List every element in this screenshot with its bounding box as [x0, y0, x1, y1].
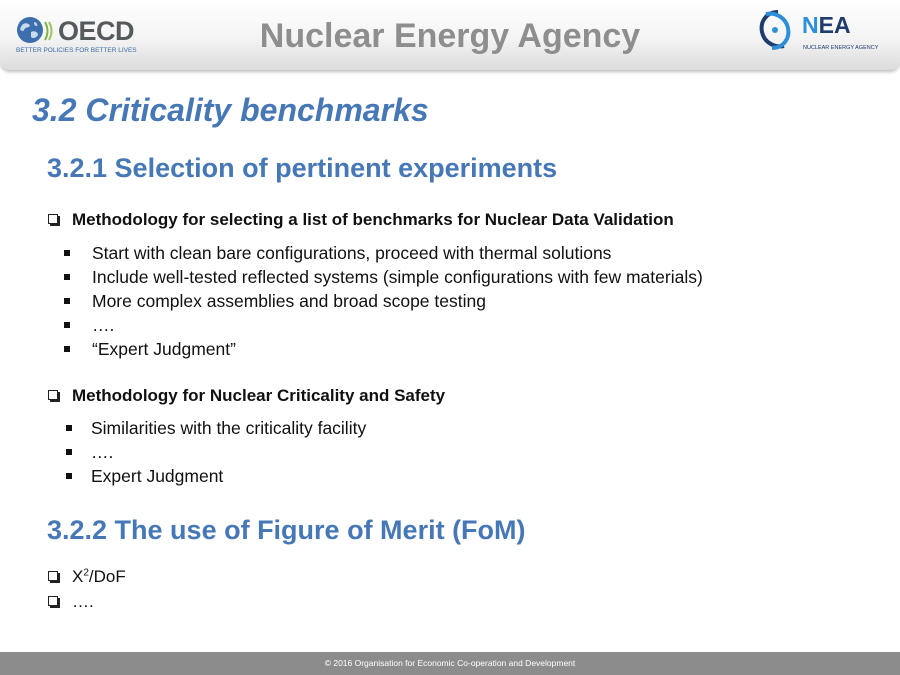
footer-bar [0, 652, 900, 675]
fom-rest: /DoF [88, 567, 126, 586]
list-item [64, 241, 703, 265]
square-bullet-icon [64, 298, 70, 304]
list-item-text: Start with clean bare configurations, proceed with thermal solutions [92, 243, 612, 263]
square-bullet-icon [66, 473, 72, 479]
square-bullet-icon [64, 274, 70, 280]
header-title: Nuclear Energy Agency [259, 17, 641, 55]
oecd-tagline: BETTER POLICIES FOR BETTER LIVES [16, 47, 137, 54]
methodology-list-safety [64, 416, 366, 488]
checkbox-bullet-icon [48, 571, 58, 581]
list-item-text: Expert Judgment [91, 466, 224, 486]
section-title-figure-of-merit: 3.2.2 The use of Figure of Merit (FoM) [47, 515, 526, 545]
square-bullet-icon [66, 449, 72, 455]
list-item [64, 464, 366, 488]
header-bar [0, 0, 900, 70]
section-title-selection: 3.2.1 Selection of pertinent experiments [47, 153, 558, 183]
slide-title: 3.2 Criticality benchmarks [32, 92, 429, 128]
checkbox-bullet-icon [48, 214, 58, 224]
list-item-text: Similarities with the criticality facility [91, 418, 367, 438]
square-bullet-icon [64, 346, 70, 352]
list-item-text: Include well-tested reflected systems (simple configurations with few materials) [92, 267, 703, 287]
list-item [64, 416, 366, 440]
fom-superscript: 2 [83, 567, 89, 579]
nea-logo[interactable] [754, 8, 894, 58]
methodology-list-validation [64, 241, 703, 361]
checkbox-bullet-icon [48, 390, 58, 400]
nea-logo-rest: EA [818, 12, 851, 38]
list-item-text: More complex assemblies and broad scope testing [92, 291, 486, 311]
oecd-logo-text: OECD [58, 16, 135, 46]
block-heading-nuclear-data-validation [48, 210, 674, 230]
list-item-text: “Expert Judgment” [92, 339, 236, 359]
square-bullet-icon [64, 322, 70, 328]
fom-item-text: …. [72, 592, 94, 611]
list-item [64, 313, 703, 337]
fom-item [48, 592, 94, 612]
list-item-text: …. [91, 442, 114, 462]
nea-logo-first-letter: N [802, 12, 819, 38]
block-heading-text: Methodology for Nuclear Criticality and Safety [72, 386, 446, 405]
nea-logo-text [802, 12, 851, 39]
block-heading-text: Methodology for selecting a list of benchmarks for Nuclear Data Validation [72, 210, 674, 229]
fom-base: X [72, 567, 84, 586]
nea-logo-subtitle: NUCLEAR ENERGY AGENCY [803, 45, 879, 51]
list-item [64, 337, 703, 361]
list-item [64, 265, 703, 289]
block-heading-criticality-safety [48, 386, 445, 406]
square-bullet-icon [64, 250, 70, 256]
fom-item-text [72, 567, 126, 587]
fom-item [48, 567, 126, 587]
list-item-text: …. [92, 315, 115, 335]
nea-emblem-icon [756, 8, 794, 52]
list-item [64, 440, 366, 464]
copyright-text: © 2016 Organisation for Economic Co-operation and Development [324, 658, 576, 668]
square-bullet-icon [66, 425, 72, 431]
list-item [64, 289, 703, 313]
checkbox-bullet-icon [48, 596, 58, 606]
